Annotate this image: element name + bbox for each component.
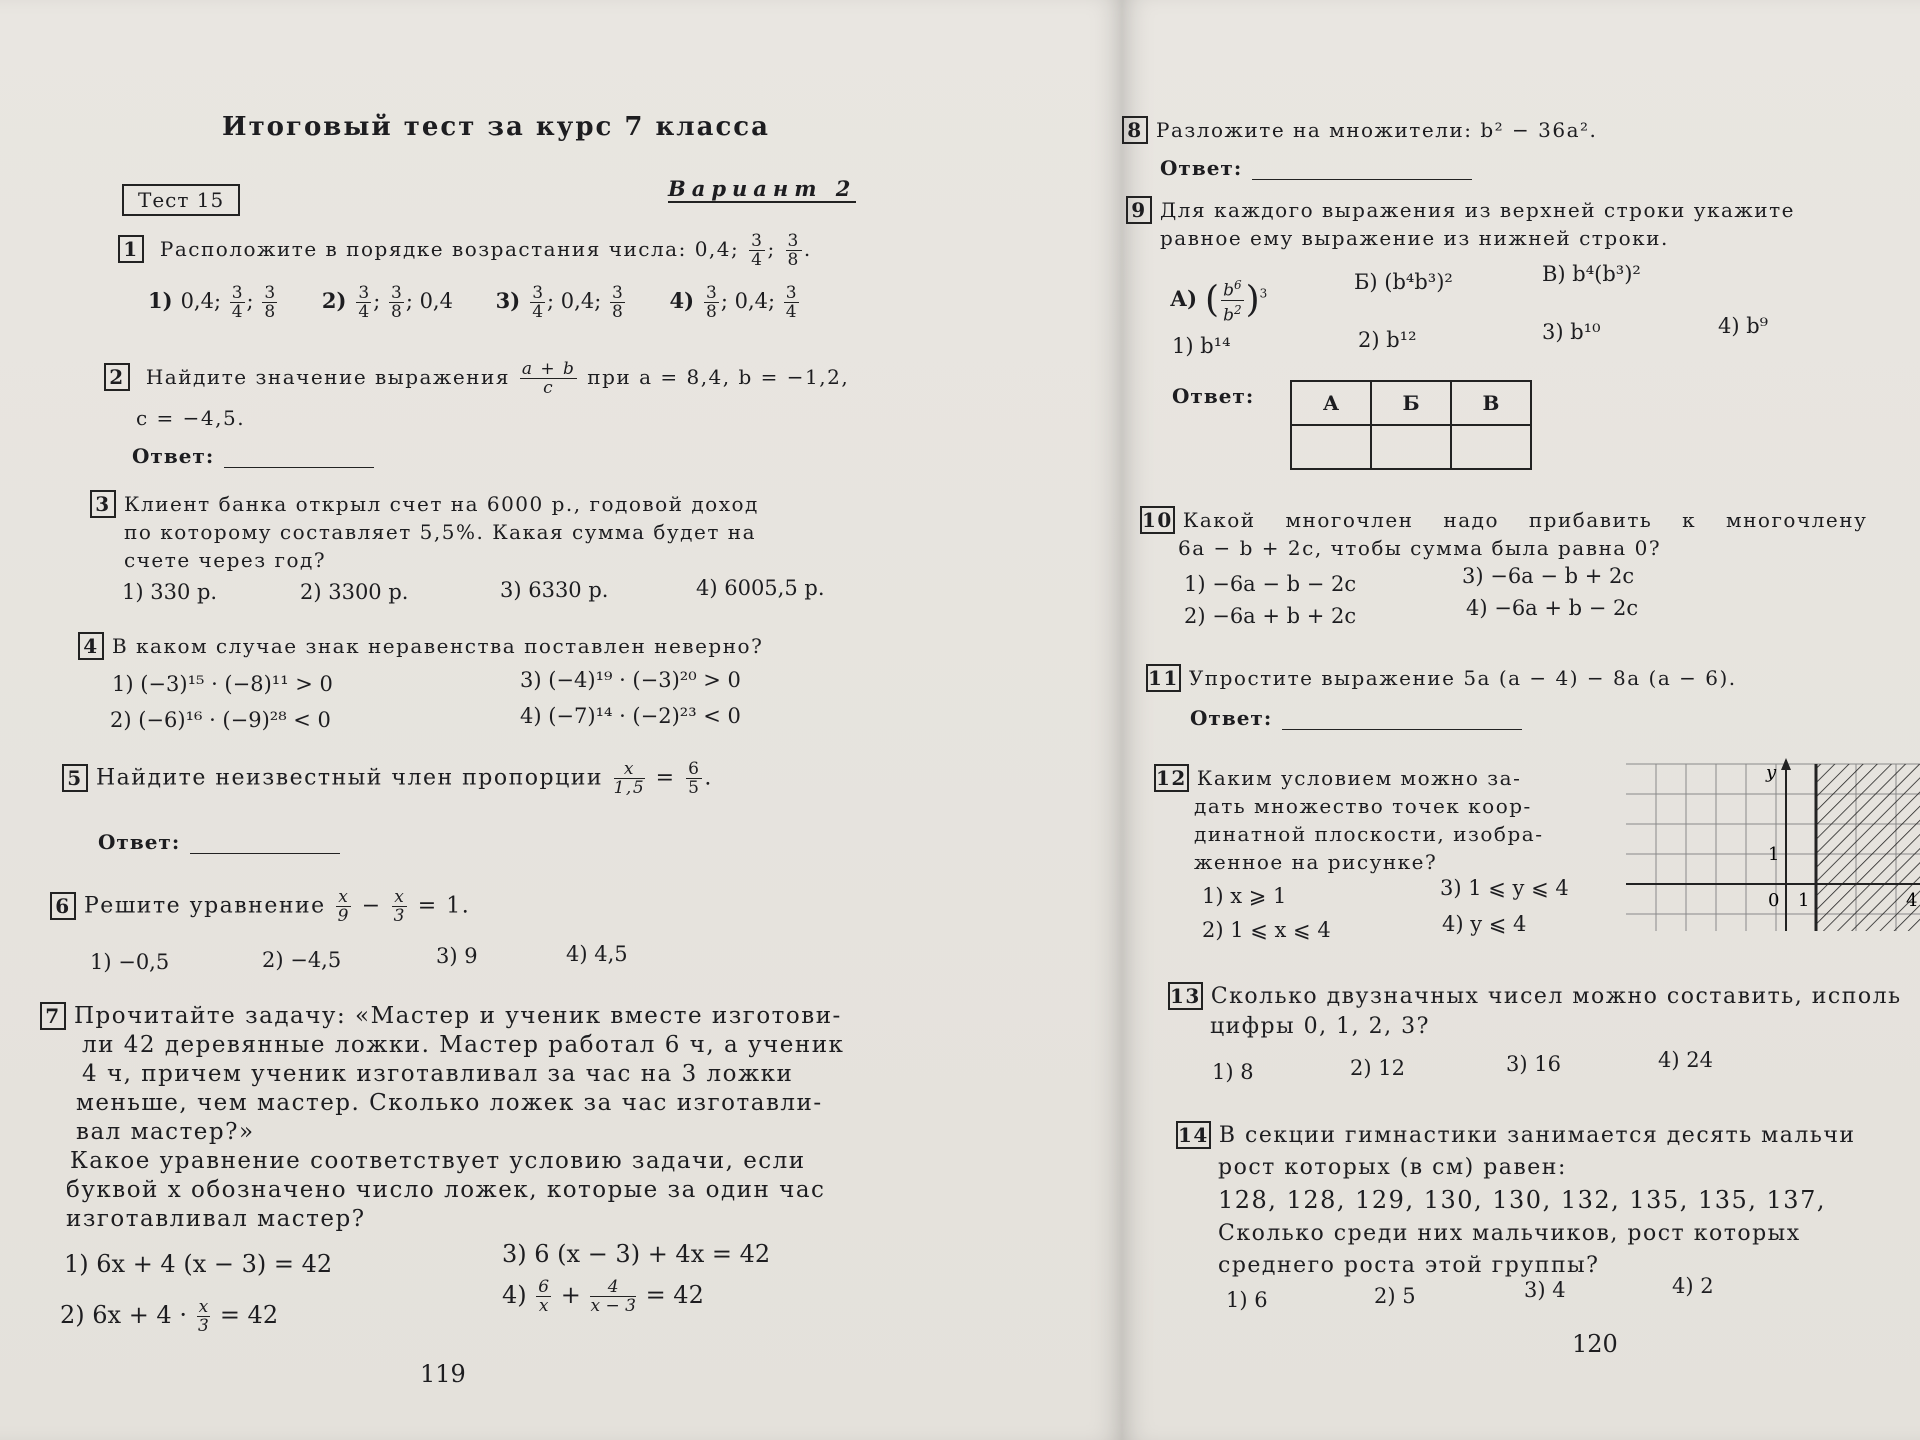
shaded-region [1816,764,1920,931]
question-text: В секции гимнастики занимается десять мальчи [1218,1123,1856,1148]
option[interactable]: 1) 0,4; $\frac{3}{4}$ ; $\frac{3}{8}$ [148,283,276,322]
question-number: 8 [1122,116,1148,144]
question-13 [1168,982,1902,1042]
q9-top-c: В) b⁴(b³)² [1542,262,1641,286]
option[interactable]: 4) −6a + b − 2c [1466,596,1639,620]
option[interactable]: 4) 4,5 [566,942,628,966]
question-text: при a = 8,4, b = −1,2, [587,365,850,389]
option[interactable]: 1) −0,5 [90,950,170,974]
answer-cell[interactable] [1451,425,1531,469]
q9-top-a: А) ( $\frac{b^6}{b^2}$ )$^3$ [1170,278,1268,326]
question-9 [1126,196,1795,252]
question-text: 128, 128, 129, 130, 130, 132, 135, 135, 137, [1218,1186,1826,1214]
option[interactable]: 4) $\frac{6}{x}$ + $\frac{4}{x - 3}$ = 42 [502,1277,704,1316]
question-10 [1140,506,1867,562]
option[interactable]: 2) 6x + 4 · $\frac{x}{3}$ = 42 [60,1297,279,1336]
option[interactable]: 2) 12 [1350,1056,1405,1080]
answer-field[interactable]: Ответ: [132,444,374,468]
option[interactable]: 1) 8 [1212,1060,1254,1084]
question-text: рост которых (в см) равен: [1218,1155,1567,1180]
table-header: Б [1371,381,1451,425]
option[interactable]: 4) y ⩽ 4 [1442,912,1527,936]
option[interactable]: 4) 24 [1658,1048,1713,1072]
fraction: $\frac{x}{1,5}$ [613,759,646,798]
question-text: Клиент банка открыл счет на 6000 р., годовой доход [124,492,759,516]
option[interactable]: 3) −6a − b + 2c [1462,564,1635,588]
question-text: 6a − b + 2c, чтобы сумма была равна 0? [1178,536,1662,560]
fraction: $\frac{3}{4}$ [751,231,764,270]
q9-bottom-4: 4) b⁹ [1718,314,1769,338]
option[interactable]: 2) (−6)¹⁶ · (−9)²⁸ < 0 [110,708,331,732]
question-text: Какое уравнение соответствует условию задачи, если [70,1148,806,1174]
question-4 [78,632,763,660]
question-2 [104,360,849,397]
option[interactable]: 2) 3300 р. [300,580,409,604]
option[interactable]: 2) −6a + b + 2c [1184,604,1357,628]
fraction: $\frac{3}{8}$ [787,231,800,270]
option[interactable]: 2) 5 [1374,1284,1416,1308]
question-number: 13 [1170,984,1201,1008]
question-number: 12 [1156,766,1187,790]
question-text: меньше, чем мастер. Сколько ложек за час изготавли- [76,1090,823,1116]
question-text: дать множество точек коор- [1194,794,1532,818]
question-2-line2: c = −4,5. [136,406,246,430]
question-text: Для каждого выражения из верхней строки укажите [1160,198,1796,222]
option[interactable]: 1) −6a − b − 2c [1184,572,1357,596]
question-text: динатной плоскости, изобра- [1194,822,1544,846]
question-number: 2 [104,363,130,391]
origin-label: 0 [1768,890,1780,911]
question-1-options [148,284,801,321]
option[interactable]: 4) (−7)¹⁴ · (−2)²³ < 0 [520,704,741,728]
option[interactable]: 3) 1 ⩽ y ⩽ 4 [1440,876,1569,900]
question-number: 3 [90,490,116,518]
question-7 [40,1002,844,1234]
option[interactable]: 2) 1 ⩽ x ⩽ 4 [1202,918,1331,942]
question-1: 1 Расположите в порядке возрастания числа: 0,4; $\frac{3}{4}$ ; $\frac{3}{8}$ . [118,232,812,269]
option[interactable]: 3) 6 (x − 3) + 4x = 42 [502,1240,771,1268]
answer-table [1290,380,1532,470]
option[interactable]: 4) 6005,5 р. [696,576,825,600]
question-number: 9 [1126,196,1152,224]
page-number: 119 [420,1360,466,1388]
question-text: равное ему выражение из нижней строки. [1160,226,1669,250]
q9-bottom-2: 2) b¹² [1358,328,1417,352]
option[interactable]: 1) 330 р. [122,580,218,604]
option[interactable]: 4) 2 [1672,1274,1714,1298]
question-text: 4 ч, причем ученик изготавливал за час на 3 ложки [82,1061,794,1087]
question-text: Решите уравнение [84,893,326,919]
question-number: 7 [40,1002,66,1030]
answer-cell[interactable] [1371,425,1451,469]
question-number: 1 [118,235,144,263]
tick-label: 1 [1768,844,1780,865]
question-text: вал мастер?» [76,1119,255,1145]
question-number: 5 [62,764,88,792]
answer-field[interactable]: Ответ: [98,830,340,854]
q9-bottom-1: 1) b¹⁴ [1172,334,1231,358]
question-text: изготавливал мастер? [66,1206,366,1232]
option[interactable]: 1) 6 [1226,1288,1268,1312]
question-5: 5 Найдите неизвестный член пропорции $\frac{x}{1,5}$ = $\frac{6}{5}$ . [62,760,713,797]
option[interactable]: 3) 9 [436,944,478,968]
coordinate-plane-figure [1616,756,1920,936]
question-text: женное на рисунке? [1194,850,1438,874]
question-text: среднего роста этой группы? [1218,1253,1600,1278]
question-14 [1176,1120,1856,1282]
tick-label: 1 [1798,890,1810,911]
question-text: Найдите неизвестный член пропорции [96,765,604,791]
page-number: 120 [1572,1330,1618,1358]
question-6: 6 Решите уравнение $\frac{x}{9}$ − $\frac{x}{3}$ = 1. [50,888,470,925]
option[interactable]: 3) 16 [1506,1052,1561,1076]
option[interactable]: 2) −4,5 [262,948,342,972]
question-number: 4 [78,632,104,660]
option[interactable]: 3) 4 [1524,1278,1566,1302]
answer-label: Ответ: [1172,384,1255,408]
question-number: 6 [50,892,76,920]
option[interactable]: 1) 6x + 4 (x − 3) = 42 [64,1250,333,1278]
table-header: А [1291,381,1371,425]
answer-field[interactable]: Ответ: [1160,156,1472,180]
question-text: цифры 0, 1, 2, 3? [1210,1014,1430,1039]
option[interactable]: 4) $\frac{3}{8}$ ; 0,4; $\frac{3}{4}$ [669,283,797,322]
tick-label: 4 [1906,890,1918,911]
question-text: по которому составляет 5,5%. Какая сумма будет на [124,520,756,544]
question-text: Сколько среди них мальчиков, рост которых [1218,1221,1801,1246]
question-text: Найдите значение выражения [145,365,510,389]
option[interactable]: 3) (−4)¹⁹ · (−3)²⁰ > 0 [520,668,741,692]
test-label: Тест 15 [122,184,240,216]
question-text: В каком случае знак неравенства поставлен неверно? [112,634,764,658]
q9-bottom-3: 3) b¹⁰ [1542,320,1601,344]
fraction: $\frac{x}{3}$ [393,887,406,926]
fraction: $\frac{x}{9}$ [337,887,350,926]
page-title: Итоговый тест за курс 7 класса [222,112,770,142]
question-11 [1146,664,1737,692]
option[interactable]: 2) $\frac{3}{4}$ ; $\frac{3}{8}$ ; 0,4 [321,283,453,322]
right-page [1122,0,1920,1440]
question-3 [90,490,759,574]
question-8 [1122,116,1597,144]
variant-label: Вариант 2 [668,176,857,201]
question-number: 14 [1178,1123,1209,1147]
answer-field[interactable]: Ответ: [1190,706,1522,730]
question-12 [1154,764,1543,876]
question-text: Расположите в порядке возрастания числа: 0,4; [159,237,740,261]
option[interactable]: 3) 6330 р. [500,578,609,602]
question-text: буквой x обозначено число ложек, которые за один час [66,1177,826,1203]
option[interactable]: 3) $\frac{3}{4}$ ; 0,4; $\frac{3}{8}$ [495,283,623,322]
answer-cell[interactable] [1291,425,1371,469]
question-text: Каким условием можно за- [1196,766,1522,790]
q9-top-b: Б) (b⁴b³)² [1354,270,1453,294]
question-text: Прочитайте задачу: «Мастер и ученик вместе изготови- [74,1003,842,1029]
question-text: Упростите выражение 5a (a − 4) − 8a (a − 6). [1188,666,1737,690]
fraction: $\frac{a + b}{c}$ [521,359,576,398]
question-text: Разложите на множители: b² − 36a². [1156,118,1598,142]
question-text: ли 42 деревянные ложки. Мастер работал 6 ч, а ученик [82,1032,845,1058]
question-text: Сколько двузначных чисел можно составить, исполь [1210,984,1902,1009]
option[interactable]: 1) x ⩾ 1 [1202,884,1287,908]
question-text: счете через год? [124,548,327,572]
table-header: В [1451,381,1531,425]
fraction: $\frac{6}{5}$ [688,759,701,798]
question-text: Какой многочлен надо прибавить к многочлену [1182,508,1868,532]
question-number: 10 [1142,508,1173,532]
y-axis-label: y [1766,762,1777,783]
option[interactable]: 1) (−3)¹⁵ · (−8)¹¹ > 0 [112,672,333,696]
question-number: 11 [1148,666,1179,690]
